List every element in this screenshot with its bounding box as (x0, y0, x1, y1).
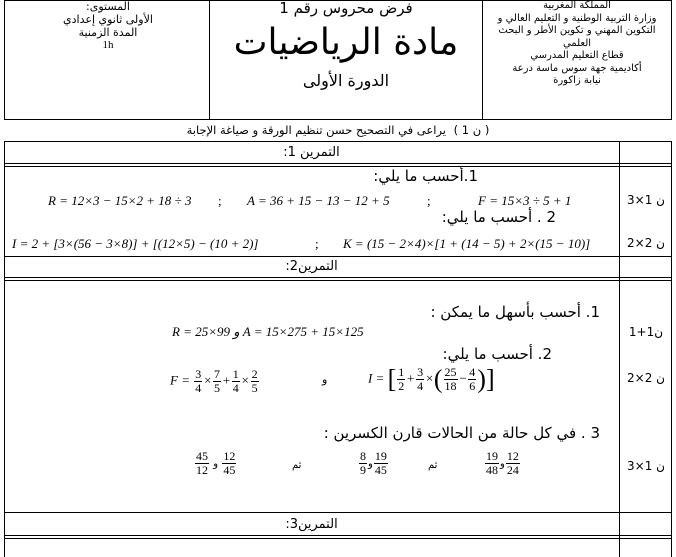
ex1-q2-label: 2 . أحسب ما يلي: (441, 208, 556, 226)
level-value: الأولى ثانوي إعدادي (63, 13, 153, 26)
ex2-q3-label: 3 . في كل حالة من الحالات قارن الكسرين : (323, 424, 600, 442)
delegation-line: نيابة زاكورة (553, 75, 601, 86)
academy-line: أكاديمية جهة سوس ماسة درعة (512, 62, 642, 74)
kingdom-line: المملكة المغربية (543, 0, 611, 11)
ex1-expr-K: K = (15 − 2×4)×[1 + (14 − 5) + 2×(15 − 10)] (343, 236, 591, 251)
ex2-points-2: 2×2 ن (627, 371, 665, 385)
ex1-sep-2: ; (427, 193, 431, 208)
fraction: $\frac{3}{4}$ (417, 365, 424, 393)
row-line (4, 512, 672, 513)
ex2-points-3: 3×1 ن (627, 459, 665, 473)
fraction: $\frac{8}{9}$ (360, 449, 366, 477)
fraction: $\frac{3}{4}$ (195, 367, 202, 395)
header-center-cell (210, 0, 482, 92)
header-left-cell (10, 0, 206, 52)
ex2-compare-pair-1 (194, 450, 237, 477)
exercise-3-title: التمرين3: (285, 517, 338, 532)
ministry-line-1: وزارة التربية الوطنية و التعليم العالي و (497, 12, 657, 24)
row-line (4, 166, 672, 167)
ministry-line-3: العلمي (562, 37, 592, 49)
ministry-line-2: التكوين المهني و تكوين الأطر و البحث (498, 25, 656, 36)
fraction: $\frac{19}{45}$ (374, 449, 387, 477)
ex1-expr-R: R = 12×3 − 15×2 + 18 ÷ 3 (48, 193, 192, 208)
fraction: $\frac{12}{24}$ (506, 449, 519, 477)
session-title: الدورة الأولى (302, 71, 390, 90)
fraction: $\frac{45}{12}$ (196, 449, 208, 477)
ex2-F-lhs: F = (170, 372, 190, 388)
note-text: يراعى في التصحيح حسن تنظيم الورقة و صياغة الإجابة (186, 123, 446, 137)
fraction: $\frac{1}{2}$ (398, 365, 405, 393)
level-label: المستوى: (86, 0, 130, 13)
ex1-points-2: 2×2 ن (627, 236, 665, 250)
duration-value: 1h (102, 39, 114, 51)
ex2-then-1: ثم (292, 460, 302, 471)
subject-title: مادة الرياضيات (233, 22, 459, 63)
row-line (4, 538, 672, 539)
fraction: $\frac{25}{18}$ (444, 365, 457, 393)
ex2-compare-pair-3 (484, 450, 521, 477)
note-line (0, 123, 676, 137)
row-line (4, 535, 672, 536)
exam-title: فرض محروس رقم 1 (279, 0, 413, 17)
ex1-q1-label: 1.أحسب ما يلي: (373, 167, 478, 185)
ex2-q2-label: 2. أحسب ما يلي: (442, 345, 552, 363)
duration-label: المدة الزمنية (78, 26, 138, 39)
row-line (4, 256, 672, 257)
points-column-divider (619, 141, 620, 557)
fraction: $\frac{2}{5}$ (251, 367, 258, 395)
ex2-q1-expr: R = 25×99 و A = 15×275 + 15×125 (172, 324, 364, 339)
note-points: ( 1 ن ) (453, 123, 490, 137)
ex1-sep-1: ; (218, 193, 222, 208)
ex1-points-1: 3×1 ن (627, 193, 665, 207)
fraction: $\frac{1}{4}$ (232, 367, 239, 395)
exercise-2-title: التمرين2: (285, 259, 338, 274)
fraction: $\frac{12}{45}$ (223, 449, 236, 477)
fraction: $\frac{19}{48}$ (486, 449, 498, 477)
ex2-points-1: 1+1ن (628, 325, 664, 339)
fraction: $\frac{4}{6}$ (469, 365, 476, 393)
ex2-expr-I: I = [ $\frac{1}{2}$ + $\frac{3}{4}$ ×( $\frac{25}{18}$ − $\frac{4}{6}$ )] (368, 364, 495, 394)
row-line (4, 280, 672, 281)
sector-line: قطاع التعليم المدرسي (530, 50, 624, 61)
fraction: $\frac{7}{5}$ (214, 367, 220, 395)
ex1-expr-I: I = 2 + [3×(56 − 3×8)] + [(12×5) − (10 + 2)] (12, 236, 259, 251)
exercise-1-title: التمرين 1: (283, 145, 340, 160)
ex2-and: و (500, 458, 505, 470)
ex2-q1-label: 1. أحسب بأسهل ما يمكن : (430, 303, 600, 321)
ex2-and: و (368, 458, 373, 470)
ex2-and: و (213, 458, 219, 470)
header-right-cell (484, 0, 670, 88)
header-divider-right (482, 0, 483, 120)
row-line (4, 277, 672, 278)
ex1-sep-3: ; (315, 236, 319, 251)
row-line (4, 163, 672, 164)
ex2-compare-pair-2 (358, 450, 389, 477)
ex2-I-lhs: I = (368, 370, 385, 386)
ex1-expr-A: A = 36 + 15 − 13 − 12 + 5 (247, 193, 390, 208)
ex2-then-2: ثم (428, 460, 438, 471)
ex1-expr-F: F = 15×3 ÷ 5 + 1 (478, 193, 572, 208)
ex2-and-1: و (322, 373, 328, 386)
ex2-expr-F: F = $\frac{3}{4}$ × $\frac{7}{5}$ + $\frac{1}{4}$ × $\frac{2}{5}$ (170, 367, 258, 395)
